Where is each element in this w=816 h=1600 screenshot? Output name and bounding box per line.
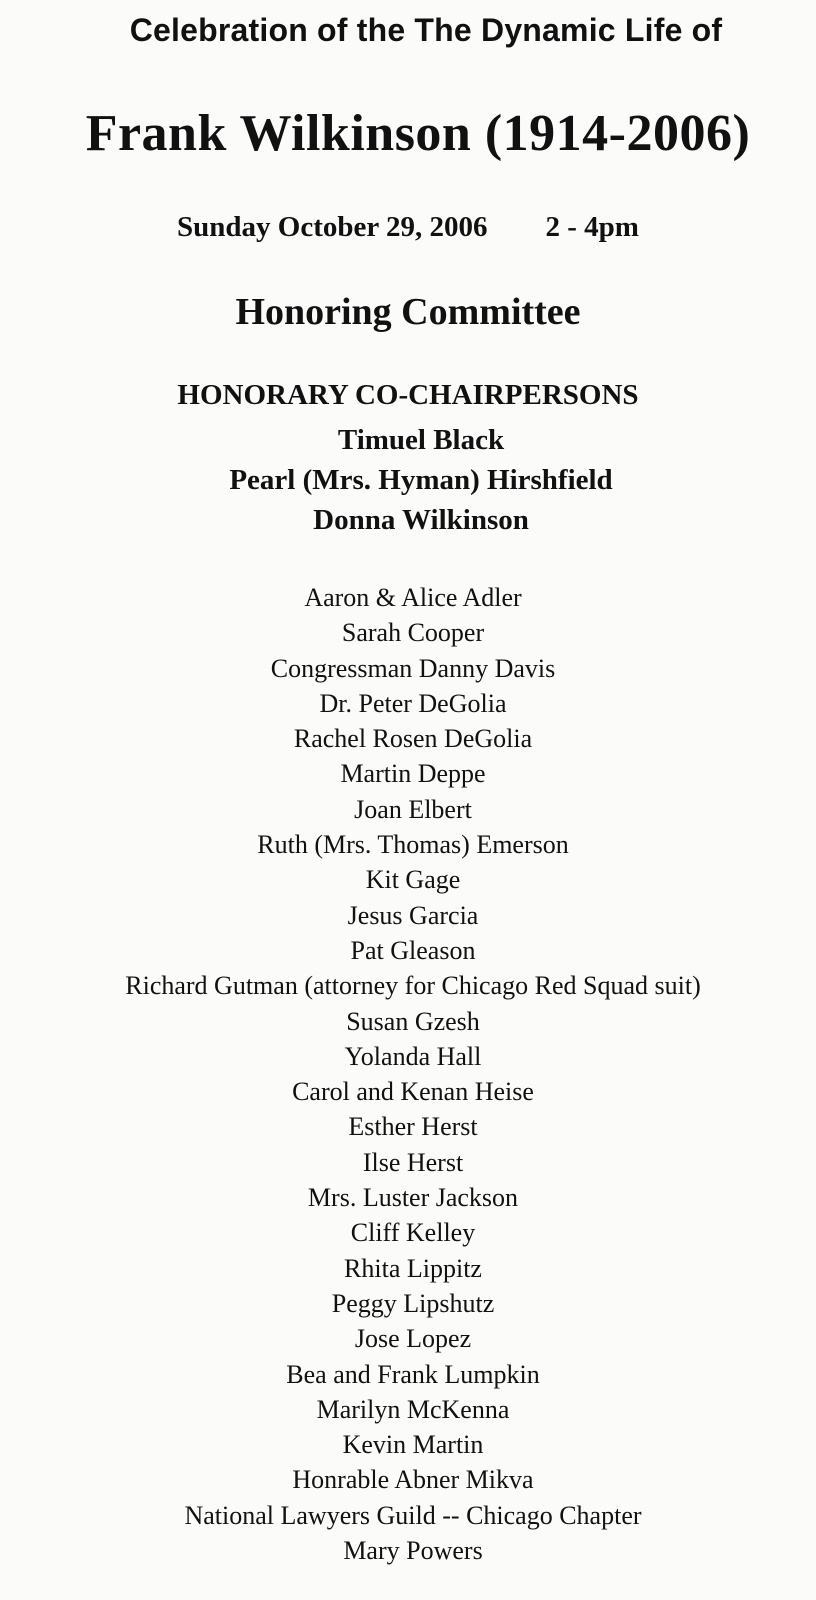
committee-member: Dr. Peter DeGolia (319, 688, 507, 718)
heading-line-2: Frank Wilkinson (1914-2006) (85, 105, 751, 162)
committee-member: Congressman Danny Davis (270, 653, 556, 683)
committee-member: Ruth (Mrs. Thomas) Emerson (257, 830, 569, 860)
committee-member: Sarah Cooper (341, 618, 485, 648)
committee-member: Jesus Garcia (347, 900, 479, 930)
committee-member: Rachel Rosen DeGolia (293, 724, 533, 754)
committee-member: Esther Herst (348, 1112, 478, 1142)
committee-member: Cliff Kelley (350, 1218, 476, 1248)
committee-member: Bea and Frank Lumpkin (286, 1359, 540, 1389)
committee-members-list (0, 580, 816, 1568)
co-chairs-heading: HONORARY CO-CHAIRPERSONS (177, 379, 639, 411)
committee-member: Yolanda Hall (344, 1041, 482, 1071)
committee-member: Mary Powers (343, 1536, 483, 1566)
committee-member: Carol and Kenan Heise (292, 1077, 534, 1107)
committee-member: Marilyn McKenna (316, 1394, 510, 1424)
committee-member: Ilse Herst (362, 1147, 464, 1177)
committee-member: National Lawyers Guild -- Chicago Chapter (184, 1500, 642, 1530)
committee-member: Joan Elbert (354, 794, 472, 824)
heading-line-1: Celebration of the The Dynamic Life of (129, 12, 723, 48)
committee-member: Peggy Lipshutz (331, 1288, 495, 1318)
committee-member: Jose Lopez (354, 1324, 472, 1354)
co-chair-name: Pearl (Mrs. Hyman) Hirshfield (229, 464, 613, 496)
committee-member: Kevin Martin (342, 1430, 484, 1460)
section-title: Honoring Committee (235, 291, 581, 333)
committee-member: Richard Gutman (attorney for Chicago Red Squad suit) (125, 971, 701, 1001)
committee-member: Rhita Lippitz (344, 1253, 482, 1283)
committee-member: Pat Gleason (350, 935, 476, 965)
co-chair-name: Donna Wilkinson (313, 504, 529, 536)
committee-member: Mrs. Luster Jackson (307, 1183, 519, 1213)
committee-member: Aaron & Alice Adler (304, 583, 522, 612)
committee-member: Honrable Abner Mikva (292, 1465, 534, 1495)
event-time: 2 - 4pm (545, 211, 639, 243)
committee-member: Susan Gzesh (346, 1006, 480, 1036)
committee-member: Martin Deppe (340, 759, 486, 789)
co-chair-name: Timuel Black (337, 424, 505, 456)
event-date-row (0, 213, 816, 242)
event-date: Sunday October 29, 2006 (177, 211, 488, 243)
committee-member: Kit Gage (365, 865, 461, 895)
co-chairs-list (0, 420, 816, 540)
